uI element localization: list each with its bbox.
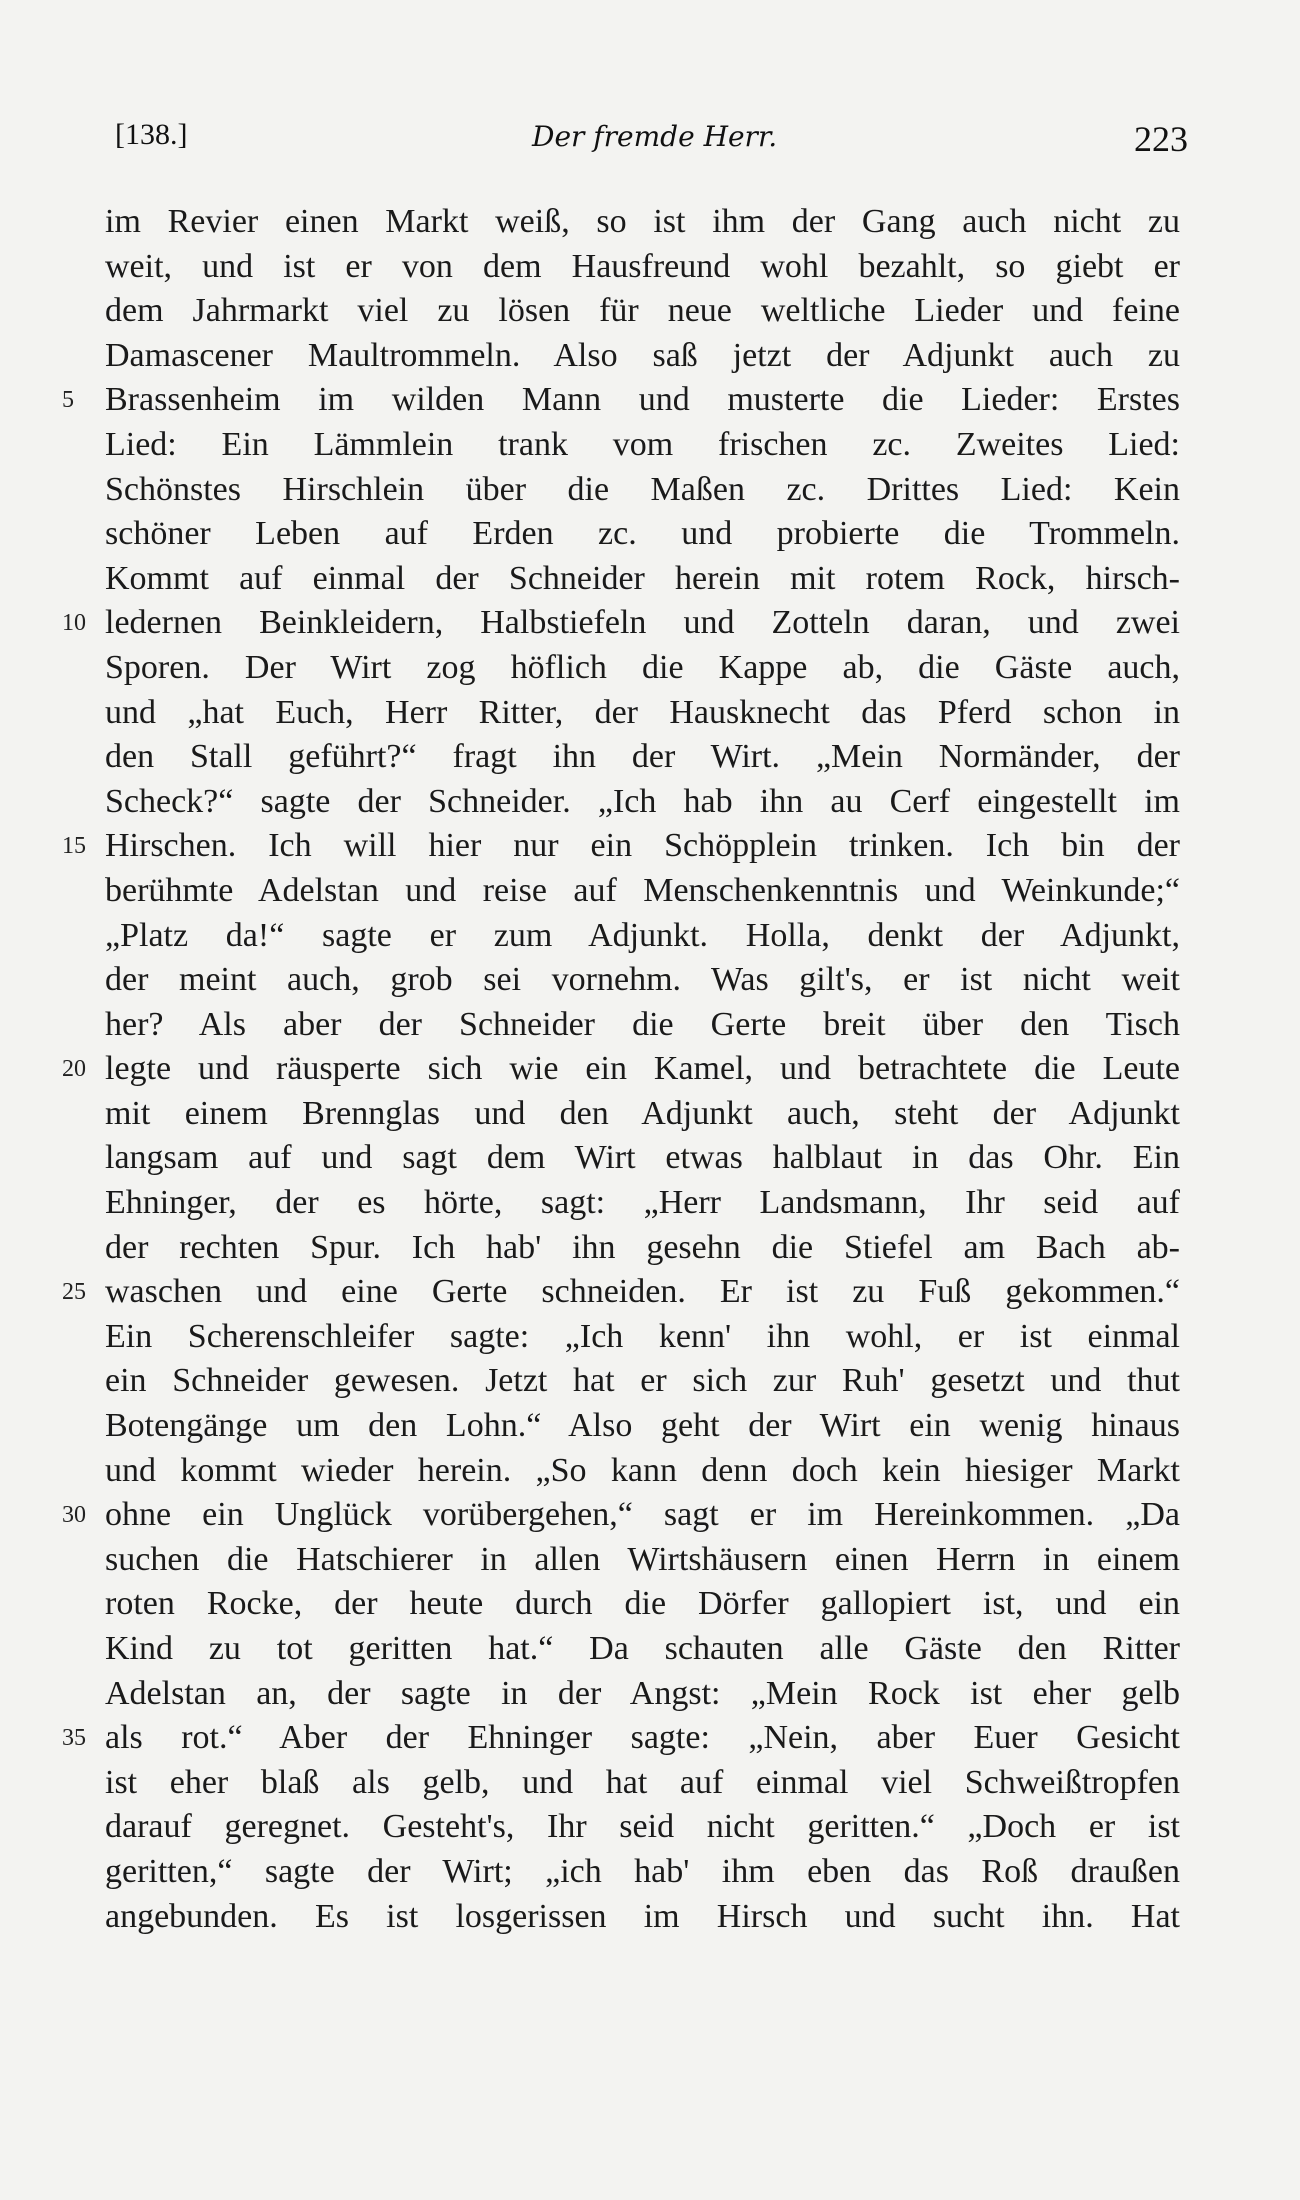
line-text: ledernen Beinkleidern, Halbstiefeln und Zotteln daran, und zwei [105,604,1180,642]
line-text: ist eher blaß als gelb, und hat auf einmal viel Schweißtropfen [105,1763,1180,1801]
line-text: Ehninger, der es hörte, sagt: „Herr Landsmann, Ihr seid auf [105,1184,1180,1222]
text-line [105,1627,1180,1672]
text-line [105,780,1180,825]
page-number: 223 [1134,119,1188,159]
line-text: der meint auch, grob sei vornehm. Was gilt's, er ist nicht weit [105,961,1180,999]
text-line [105,334,1180,379]
line-text: roten Rocke, der heute durch die Dörfer gallopiert ist, und ein [105,1585,1180,1623]
line-number: 25 [62,1279,86,1306]
line-text: und kommt wieder herein. „So kann denn doch kein hiesiger Markt [105,1451,1180,1489]
line-number: 20 [62,1056,86,1083]
text-line [105,1850,1180,1895]
text-line [105,1092,1180,1137]
text-line [105,914,1180,959]
text-line [105,1805,1180,1850]
text-line [105,1672,1180,1717]
text-line [105,958,1180,1003]
line-text: waschen und eine Gerte schneiden. Er ist zu Fuß gekommen.“ [105,1273,1180,1311]
text-line [105,1404,1180,1449]
line-text: den Stall geführt?“ fragt ihn der Wirt. „Mein Normänder, der [105,738,1180,776]
text-line [105,1582,1180,1627]
text-line [105,1181,1180,1226]
line-text: Scheck?“ sagte der Schneider. „Ich hab ihn au Cerf eingestellt im [105,782,1180,820]
text-line [105,1226,1180,1271]
line-text: Adelstan an, der sagte in der Angst: „Mein Rock ist eher gelb [105,1674,1180,1712]
line-number: 35 [62,1725,86,1752]
line-text: suchen die Hatschierer in allen Wirtshäusern einen Herrn in einem [105,1540,1180,1578]
text-line [105,1538,1180,1583]
line-text: im Revier einen Markt weiß, so ist ihm der Gang auch nicht zu [105,203,1180,240]
line-text: ohne ein Unglück vorübergehen,“ sagt er im Hereinkommen. „Da [105,1496,1180,1534]
text-line [62,378,1180,423]
text-line [62,1716,1180,1761]
line-text: darauf geregnet. Gesteht's, Ihr seid nicht geritten.“ „Doch er ist [105,1808,1180,1846]
line-text: ein Schneider gewesen. Jetzt hat er sich zur Ruh' gesetzt und thut [105,1362,1180,1400]
text-line [105,245,1180,290]
body-text [62,200,1180,1939]
page-header [0,118,1300,158]
line-number: 5 [62,387,74,414]
text-line [105,646,1180,691]
line-text: weit, und ist er von dem Hausfreund wohl bezahlt, so giebt er [105,247,1180,285]
running-title: Der fremde Herr. [532,120,778,153]
line-text: geritten,“ sagte der Wirt; „ich hab' ihm eben das Roß draußen [105,1852,1180,1890]
line-text: schöner Leben auf Erden zc. und probierte die Trommeln. [105,515,1180,553]
line-text: Lied: Ein Lämmlein trank vom frischen zc. Zweites Lied: [105,425,1180,463]
page-reference: [138.] [115,118,188,151]
text-line [105,1003,1180,1048]
line-text: langsam auf und sagt dem Wirt etwas halblaut in das Ohr. Ein [105,1139,1180,1177]
text-line [62,601,1180,646]
line-text: Sporen. Der Wirt zog höflich die Kappe ab, die Gäste auch, [105,648,1180,686]
text-line [105,691,1180,736]
text-line [105,1449,1180,1494]
line-text: angebunden. Es ist losgerissen im Hirsch und sucht ihn. Hat [105,1897,1180,1935]
text-line [105,557,1180,602]
text-line [105,735,1180,780]
text-line [62,1270,1180,1315]
line-text: mit einem Brennglas und den Adjunkt auch, steht der Adjunkt [105,1094,1180,1132]
line-text: Kommt auf einmal der Schneider herein mit rotem Rock, hirsch- [105,559,1180,597]
line-text: der rechten Spur. Ich hab' ihn gesehn die Stiefel am Bach ab- [105,1228,1180,1266]
text-line [105,289,1180,334]
text-line [62,824,1180,869]
line-text: dem Jahrmarkt viel zu lösen für neue weltliche Lieder und feine [105,292,1180,330]
line-text: Schönstes Hirschlein über die Maßen zc. Drittes Lied: Kein [105,470,1180,508]
line-text: Hirschen. Ich will hier nur ein Schöpplein trinken. Ich bin der [105,827,1180,865]
text-line [105,1136,1180,1181]
line-text: Kind zu tot geritten hat.“ Da schauten alle Gäste den Ritter [105,1630,1180,1667]
text-line [105,1895,1180,1940]
line-text: legte und räusperte sich wie ein Kamel, und betrachtete die Leute [105,1050,1180,1088]
text-line [105,1359,1180,1404]
text-line [105,423,1180,468]
text-line [62,1493,1180,1538]
text-line [62,1047,1180,1092]
line-text: und „hat Euch, Herr Ritter, der Hausknecht das Pferd schon in [105,693,1180,731]
line-text: „Platz da!“ sagte er zum Adjunkt. Holla, denkt der Adjunkt, [105,916,1180,954]
line-text: Damascener Maultrommeln. Also saß jetzt der Adjunkt auch zu [105,336,1180,374]
line-text: berühmte Adelstan und reise auf Menschenkenntnis und Weinkunde;“ [105,871,1180,909]
line-text: Botengänge um den Lohn.“ Also geht der Wirt ein wenig hinaus [105,1407,1180,1445]
text-line [105,512,1180,557]
line-text: her? Als aber der Schneider die Gerte breit über den Tisch [105,1005,1180,1043]
line-number: 10 [62,610,86,637]
line-number: 30 [62,1502,86,1529]
text-line [105,1315,1180,1360]
line-text: als rot.“ Aber der Ehninger sagte: „Nein, aber Euer Gesicht [105,1719,1180,1757]
text-line [105,1761,1180,1806]
line-text: Ein Scherenschleifer sagte: „Ich kenn' ihn wohl, er ist einmal [105,1317,1180,1355]
line-text: Brassenheim im wilden Mann und musterte die Lieder: Erstes [105,381,1180,419]
text-line [105,468,1180,513]
line-number: 15 [62,833,86,860]
text-line [105,869,1180,914]
text-line [105,200,1180,245]
